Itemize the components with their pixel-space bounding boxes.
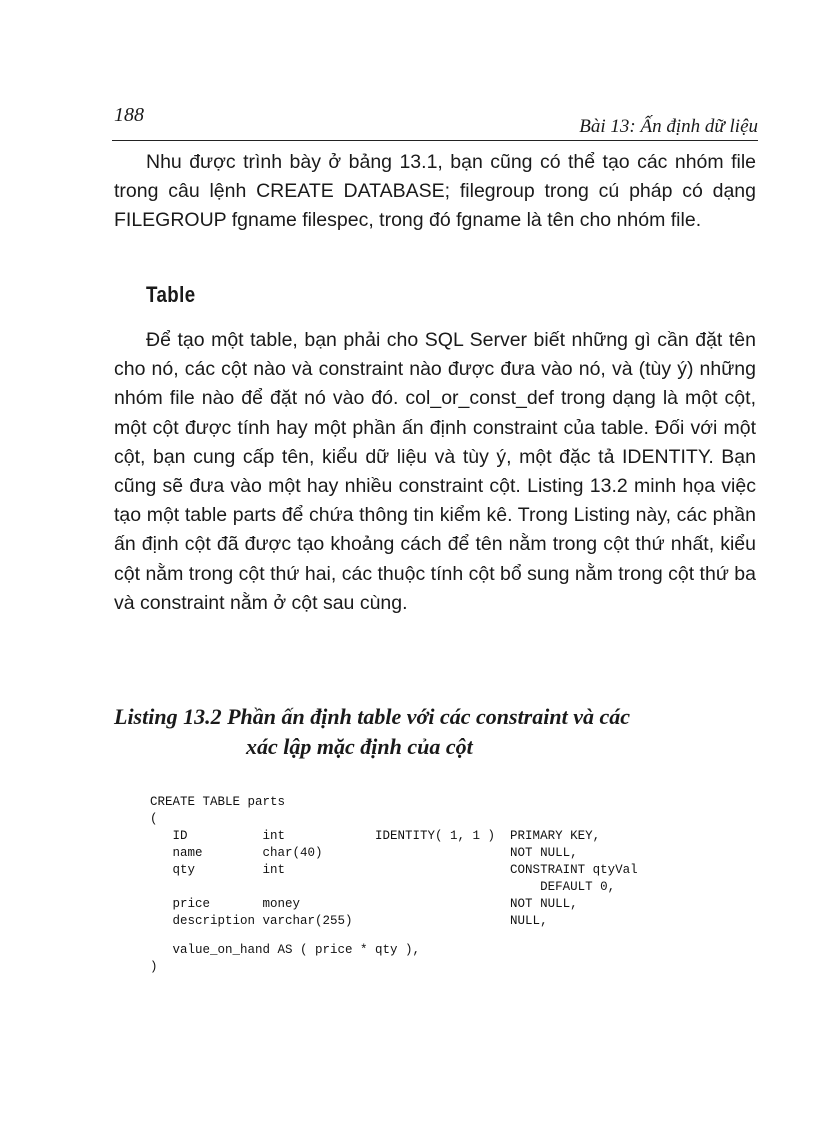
code-spacer (150, 930, 750, 942)
section-heading-table: Table (146, 282, 196, 307)
code-line: qty int CONSTRAINT qtyVal (150, 863, 638, 877)
code-line: description varchar(255) NULL, (150, 914, 548, 928)
code-listing (150, 794, 750, 976)
listing-caption-line2: xác lập mặc định của cột (246, 734, 473, 759)
code-line: ( (150, 812, 158, 826)
listing-caption-line1: Listing 13.2 Phần ấn định table với các constraint và các (114, 704, 630, 729)
code-line: name char(40) NOT NULL, (150, 846, 578, 860)
chapter-title: Bài 13: Ấn định dữ liệu (579, 116, 758, 137)
code-line: price money NOT NULL, (150, 897, 578, 911)
header-rule (112, 140, 758, 141)
page-number: 188 (114, 104, 144, 126)
paragraph-table-definition: Để tạo một table, bạn phải cho SQL Server biết những gì cần đặt tên cho nó, các cột nào và constraint nào được đưa vào nó, và (tùy ý) những nhóm file nào để đặt nó vào đó. col_or_const_def trong dạng là một cột, một cột được tính hay một phần ấn định constraint của table. Đối với một cột, bạn cung cấp tên, kiểu dữ liệu và tùy ý, một đặc tả IDENTITY. Bạn cũng sẽ đưa vào một hay nhiều constraint cột. Listing 13.2 minh họa việc tạo một table parts để chứa thông tin kiểm kê. Trong Listing này, các phần ấn định cột đã được tạo khoảng cách để tên nằm trong cột thứ nhất, kiểu cột nằm trong cột thứ hai, các thuộc tính cột bổ sung nằm trong cột thứ ba và constraint nằm ở cột sau cùng. (114, 329, 756, 614)
code-line: ) (150, 960, 158, 974)
code-line: CREATE TABLE parts (150, 795, 286, 809)
paragraph-filegroups: Nhu được trình bày ở bảng 13.1, bạn cũng có thể tạo các nhóm file trong câu lệnh CREATE DATABASE; filegroup trong cú pháp có dạng FILEGROUP fgname filespec, trong đó fgname là tên cho nhóm file. (114, 151, 756, 232)
code-line: DEFAULT 0, (150, 880, 616, 894)
listing-caption (114, 702, 774, 762)
code-line: ID int IDENTITY( 1, 1 ) PRIMARY KEY, (150, 829, 601, 843)
code-line: value_on_hand AS ( price * qty ), (150, 943, 421, 957)
